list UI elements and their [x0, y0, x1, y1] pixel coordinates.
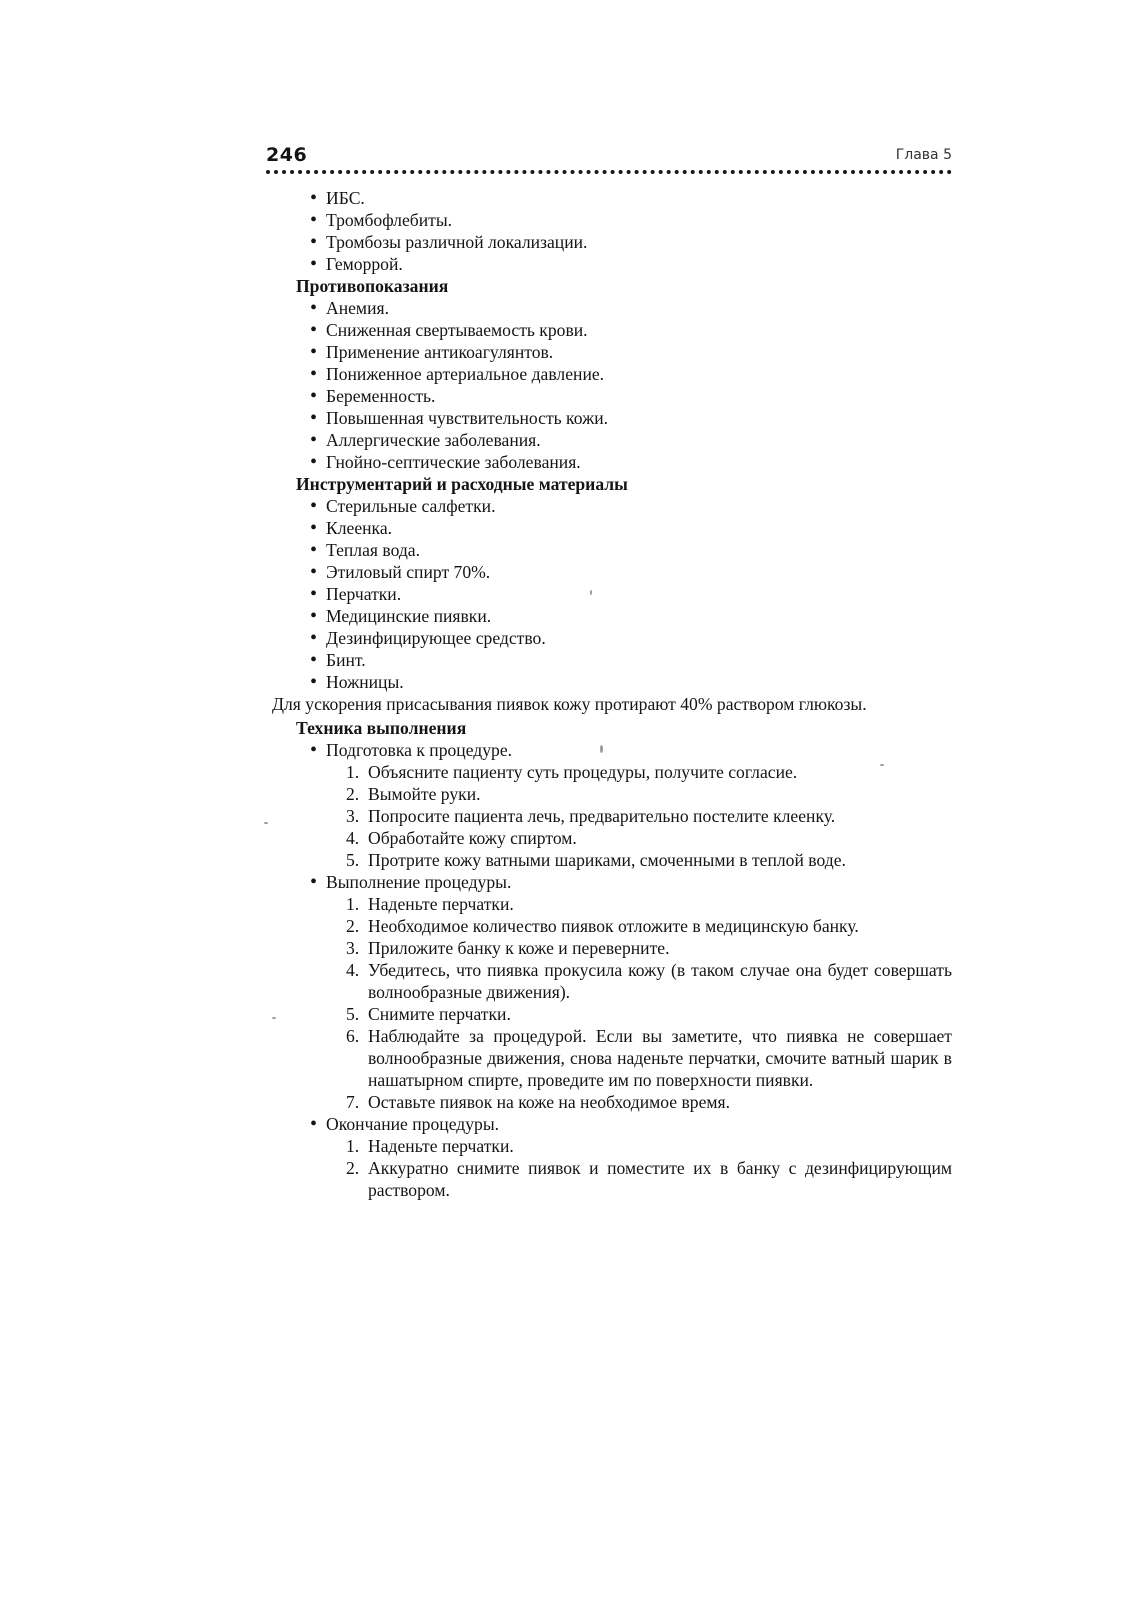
phase-execution [326, 871, 952, 1113]
list-item: • Тромбозы различной локализации. [296, 231, 952, 253]
phase-label: • Окончание процедуры. [326, 1113, 952, 1135]
step-item: 5. Снимите перчатки. [346, 1004, 511, 1024]
list-item: • Сниженная свертываемость крови. [296, 319, 952, 341]
step-item: 2. Аккуратно снимите пиявок и поместите их в банку с дезинфицирующим раствором. [346, 1158, 952, 1200]
list-item: • Пониженное артериальное давление. [296, 363, 952, 385]
indications-list [296, 187, 952, 275]
step-item: 4. Убедитесь, что пиявка прокусила кожу (в таком случае она будет совершать волнообразные движения). [346, 960, 952, 1002]
step-item: 1. Объясните пациенту суть процедуры, получите согласие. [346, 762, 798, 782]
list-item: • Бинт. [296, 649, 952, 671]
step-item: 2. Вымойте руки. [346, 784, 481, 804]
list-item: • Дезинфицирующее средство. [296, 627, 952, 649]
completion-steps [326, 1135, 952, 1201]
phase-label: • Выполнение процедуры. [326, 871, 952, 893]
step-item: 1. Наденьте перчатки. [346, 894, 514, 914]
scan-speck [264, 822, 268, 824]
scan-speck [272, 1017, 276, 1019]
page-body [272, 187, 952, 1201]
list-item: • Анемия. [296, 297, 952, 319]
list-item: • Ножницы. [296, 671, 952, 693]
phase-label: • Подготовка к процедуре. [326, 739, 952, 761]
scan-speck [590, 590, 592, 595]
step-item: 7. Оставьте пиявок на коже на необходимое время. [346, 1092, 731, 1112]
list-item: • Аллергические заболевания. [296, 429, 952, 451]
list-item: • Клеенка. [296, 517, 952, 539]
step-item: 6. Наблюдайте за процедурой. Если вы заметите, что пиявка не совершает волнообразные движения, снова наденьте перчатки, смочите ватный шарик в нашатырном спирте, проведите им по поверхности пиявки. [346, 1026, 952, 1090]
step-item: 3. Приложите банку к коже и переверните. [346, 938, 670, 958]
list-item: • Беременность. [296, 385, 952, 407]
list-item: • Стерильные салфетки. [296, 495, 952, 517]
instruments-list [296, 495, 952, 693]
step-item: 3. Попросите пациента лечь, предварительно постелите клеенку. [346, 806, 836, 826]
chapter-label: Глава 5 [895, 147, 952, 163]
technique-heading: Техника выполнения [296, 718, 467, 738]
page-number: 246 [266, 144, 308, 166]
contraindications-list [296, 297, 952, 473]
list-item: • Гнойно-септические заболевания. [296, 451, 952, 473]
list-item: • Медицинские пиявки. [296, 605, 952, 627]
list-item: • Применение антикоагулянтов. [296, 341, 952, 363]
phase-completion [326, 1113, 952, 1201]
list-item: • Тромбофлебиты. [296, 209, 952, 231]
list-item: • ИБС. [296, 187, 952, 209]
step-item: 2. Необходимое количество пиявок отложите в медицинскую банку. [346, 916, 859, 936]
step-item: 4. Обработайте кожу спиртом. [346, 828, 577, 848]
step-item: 5. Протрите кожу ватными шариками, смоченными в теплой воде. [346, 850, 846, 870]
scan-speck [880, 764, 884, 766]
preparation-steps [326, 761, 952, 871]
step-item: 1. Наденьте перчатки. [346, 1136, 514, 1156]
technique-phases [296, 739, 952, 1201]
list-item: • Геморрой. [296, 253, 952, 275]
list-item: • Повышенная чувствительность кожи. [296, 407, 952, 429]
contraindications-heading: Противопоказания [296, 276, 449, 296]
glucose-note: Для ускорения присасывания пиявок кожу протирают 40% раствором глюкозы. [272, 694, 867, 714]
phase-preparation [326, 739, 952, 871]
list-item: • Этиловый спирт 70%. [296, 561, 952, 583]
list-item: • Теплая вода. [296, 539, 952, 561]
scan-speck [600, 745, 603, 753]
header-dotted-rule [266, 170, 952, 174]
instruments-heading: Инструментарий и расходные материалы [296, 474, 628, 494]
page-header [266, 144, 952, 184]
execution-steps [326, 893, 952, 1113]
list-item: • Перчатки. [296, 583, 952, 605]
